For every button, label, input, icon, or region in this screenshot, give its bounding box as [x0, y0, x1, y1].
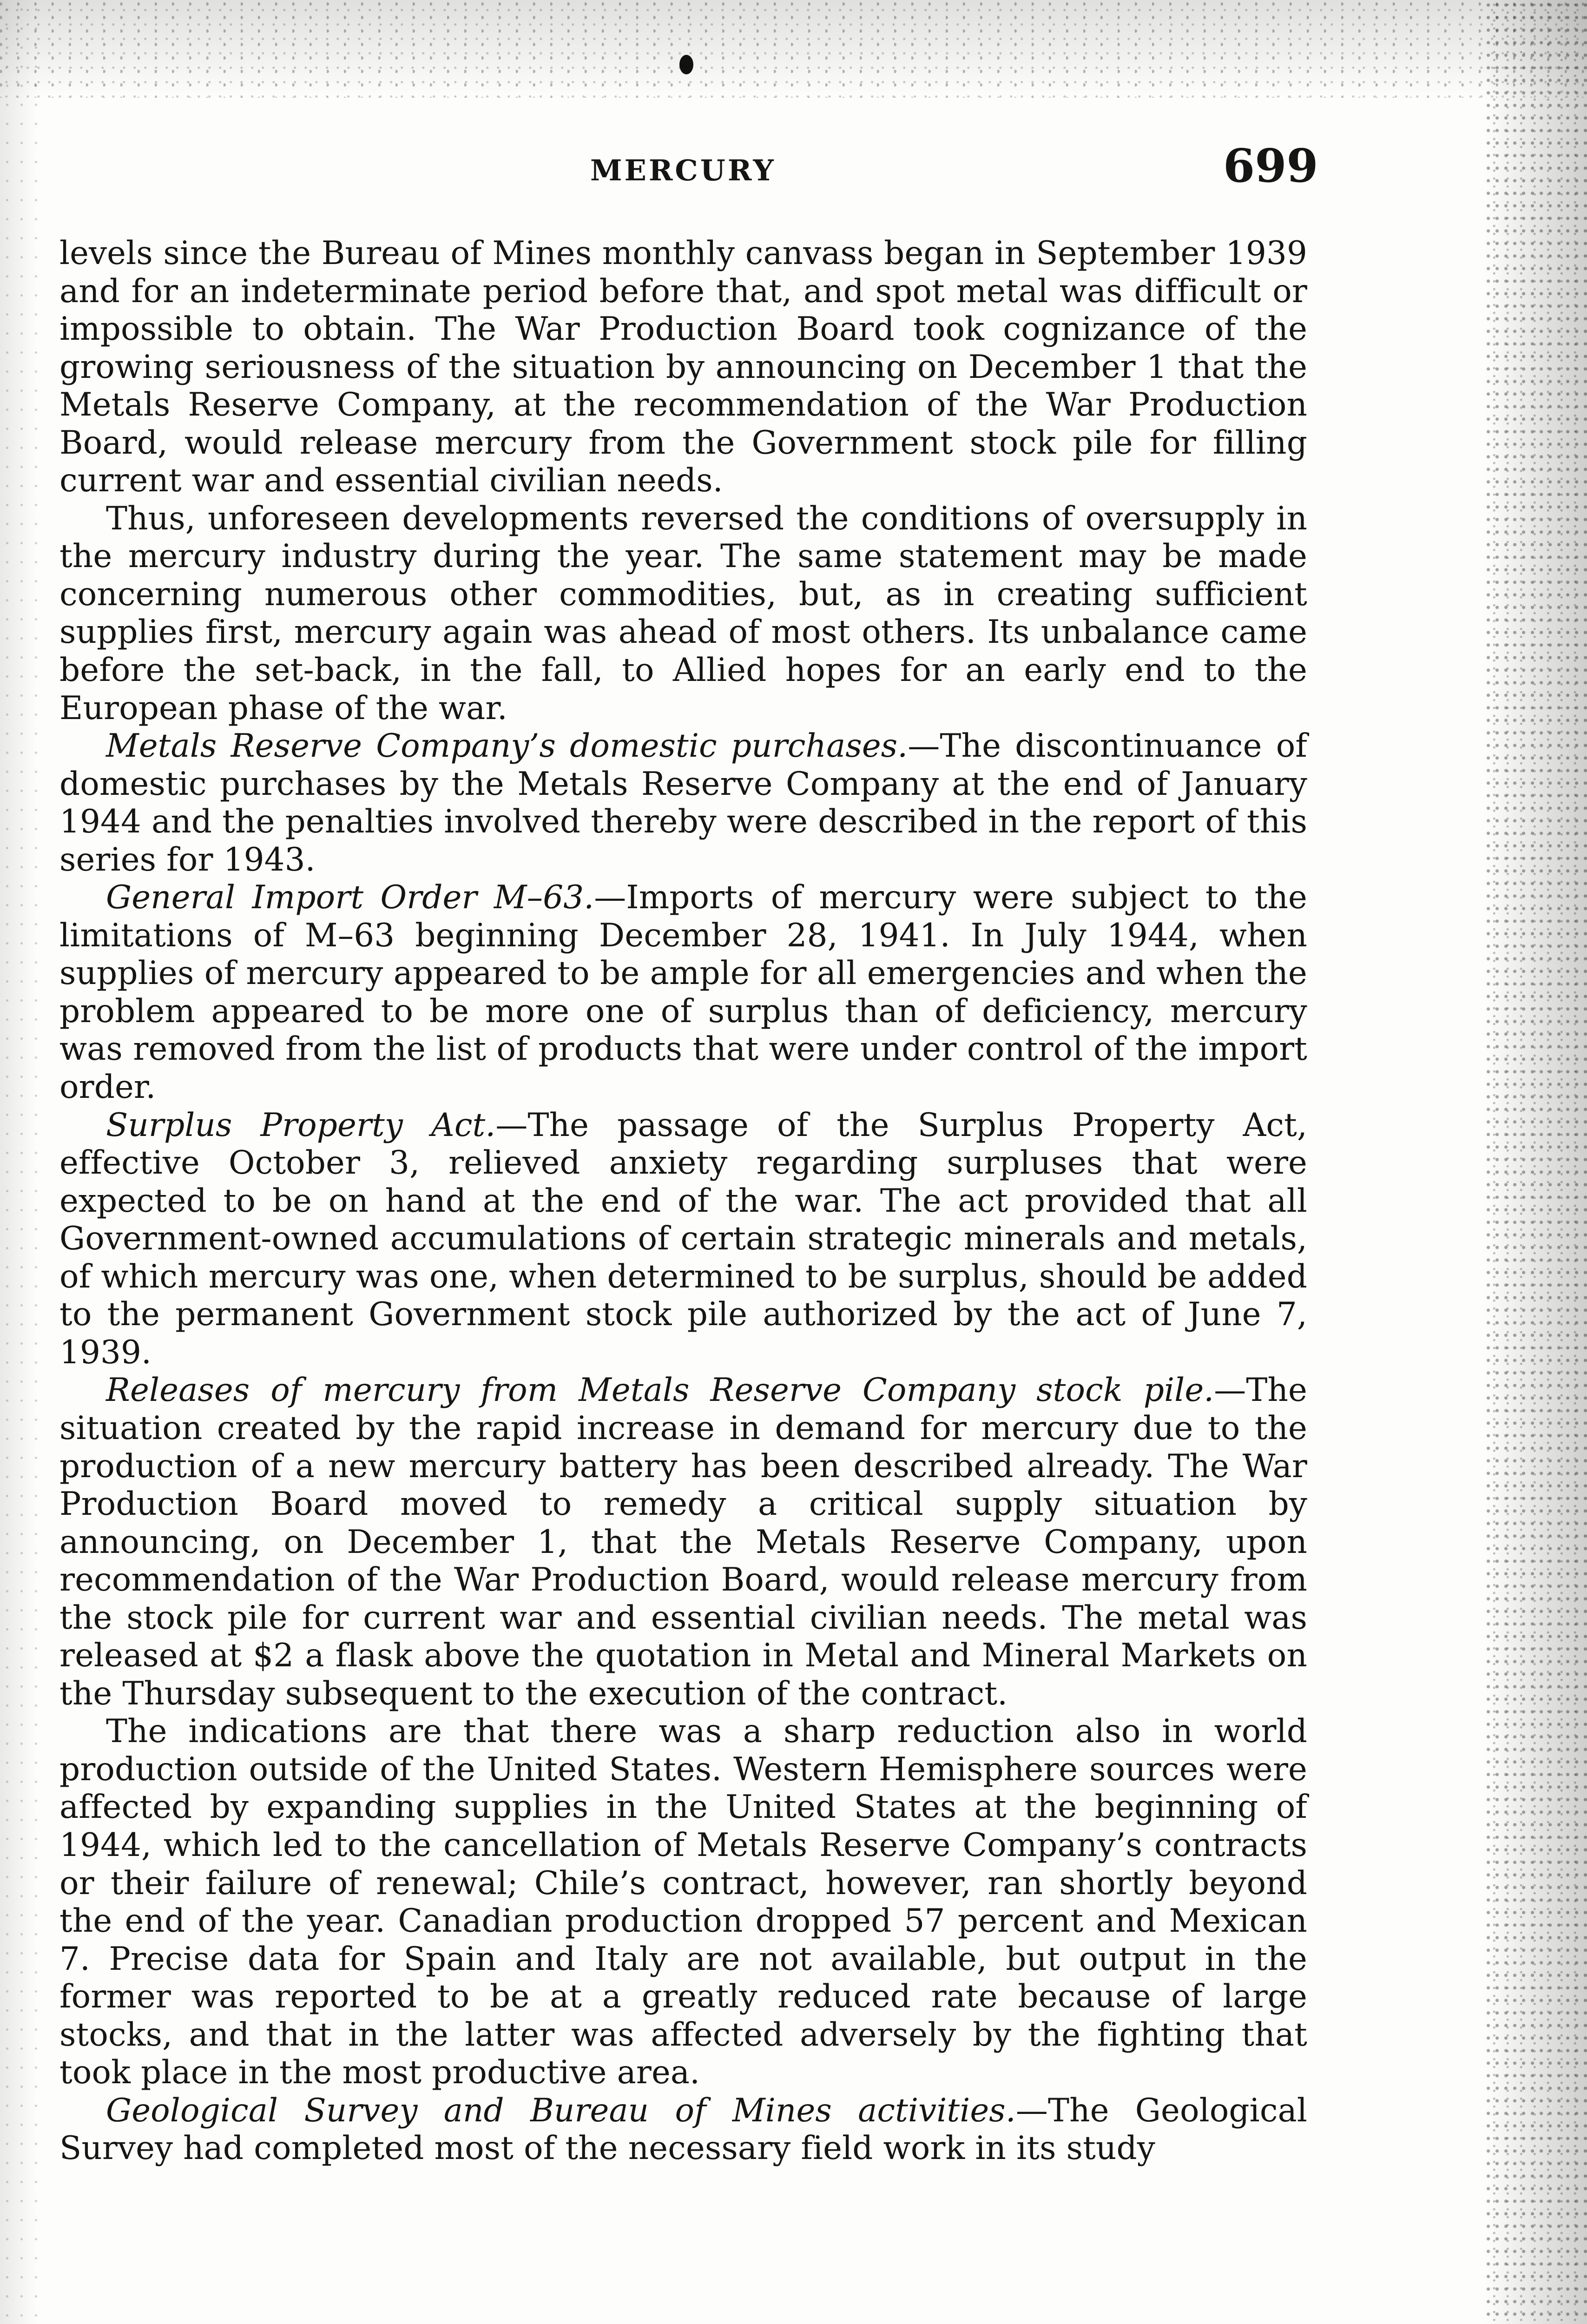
paragraph [59, 500, 1307, 727]
paragraph-text: —Imports of mercury were subject to the limitations of M–63 beginning December 28, 1941. In July 1944, when supplies of mercury appeared to be ample for all emergencies and when the problem appeared to be more one of surplus than of deficiency, mercury was removed from the list of products that were under control of the import order. [59, 879, 1307, 1106]
section-heading: Releases of mercury from Metals Reserve Company stock pile. [106, 1372, 1214, 1409]
paragraph-survey-activities [59, 2092, 1307, 2168]
paragraph-continued [59, 235, 1307, 500]
scan-edge-left [0, 0, 37, 2324]
paragraph-text: levels since the Bureau of Mines monthly canvass began in September 1939 and for an indeterminate period before that, and spot metal was difficult or impossible to obtain. The War Production Board took cognizance of the growing seriousness of the situation by announcing on December 1 that the Metals Reserve Company, at the recommendation of the War Production Board, would release mercury from the Government stock pile for filling current war and essential civilian needs. [59, 235, 1307, 500]
section-heading: Surplus Property Act. [106, 1106, 496, 1144]
paragraph-text: Thus, unforeseen developments reversed the conditions of oversupply in the mercury industry during the year. The same statement may be made concerning numerous other commodities, but, as in creating sufficient supplies first, mercury again was ahead of most others. Its unbalance came before the set-back, in the fall, to Allied hopes for an early end to the European phase of the war. [59, 500, 1307, 727]
paragraph [59, 1713, 1307, 2092]
paragraph-text: The indications are that there was a sharp reduction also in world production outside of the United States. Western Hemisphere sources were affected by expanding supplies in the United States at the beginning of 1944, which led to the cancellation of Metals Reserve Company’s contracts or their failure of renewal; Chile’s contract, however, ran shortly beyond the end of the year. Canadian production dropped 57 percent and Mexican 7. Precise data for Spain and Italy are not available, but output in the former was reported to be at a greatly reduced rate because of large stocks, and that in the latter was affected adversely by the fighting that took place in the most productive area. [59, 1713, 1307, 2092]
punch-hole-mark [679, 55, 693, 74]
body-text [59, 235, 1307, 2168]
paragraph-text: —The Geological Survey had completed most of the necessary field work in its study [59, 2092, 1307, 2167]
scan-edge-top [0, 0, 1587, 98]
paragraph-text: —The passage of the Surplus Property Act, effective October 3, relieved anxiety regarding surpluses that were expected to be on hand at the end of the war. The act provided that all Government-owned accumulations of certain strategic minerals and metals, of which mercury was one, when determined to be surplus, should be added to the permanent Government stock pile authorized by the act of June 7, 1939. [59, 1106, 1307, 1371]
paragraph-metals-reserve-purchases [59, 727, 1307, 879]
scan-edge-right [1485, 0, 1587, 2324]
paragraph-text: —The situation created by the rapid increase in demand for mercury due to the production of a new mercury battery has been described already. The War Production Board moved to remedy a critical supply situation by announcing, on December 1, that the Metals Reserve Company, upon recommendation of the War Production Board, would release mercury from the stock pile for current war and essential civilian needs. The metal was released at $2 a flask above the quotation in Metal and Mineral Markets on the Thursday subsequent to the execution of the contract. [59, 1372, 1307, 1712]
paragraph-text: —The discontinuance of domestic purchases by the Metals Reserve Company at the end of January 1944 and the penalties involved thereby were described in the report of this series for 1943. [59, 727, 1307, 878]
page-number: 699 [1223, 139, 1318, 193]
paragraph-surplus-property-act [59, 1107, 1307, 1372]
section-heading: General Import Order M–63. [106, 879, 594, 917]
section-heading: Geological Survey and Bureau of Mines activities. [106, 2092, 1016, 2129]
paragraph-import-order [59, 879, 1307, 1106]
section-heading: Metals Reserve Company’s domestic purchases. [106, 727, 908, 765]
running-head: MERCURY [590, 153, 776, 187]
paragraph-releases-stock-pile [59, 1372, 1307, 1713]
